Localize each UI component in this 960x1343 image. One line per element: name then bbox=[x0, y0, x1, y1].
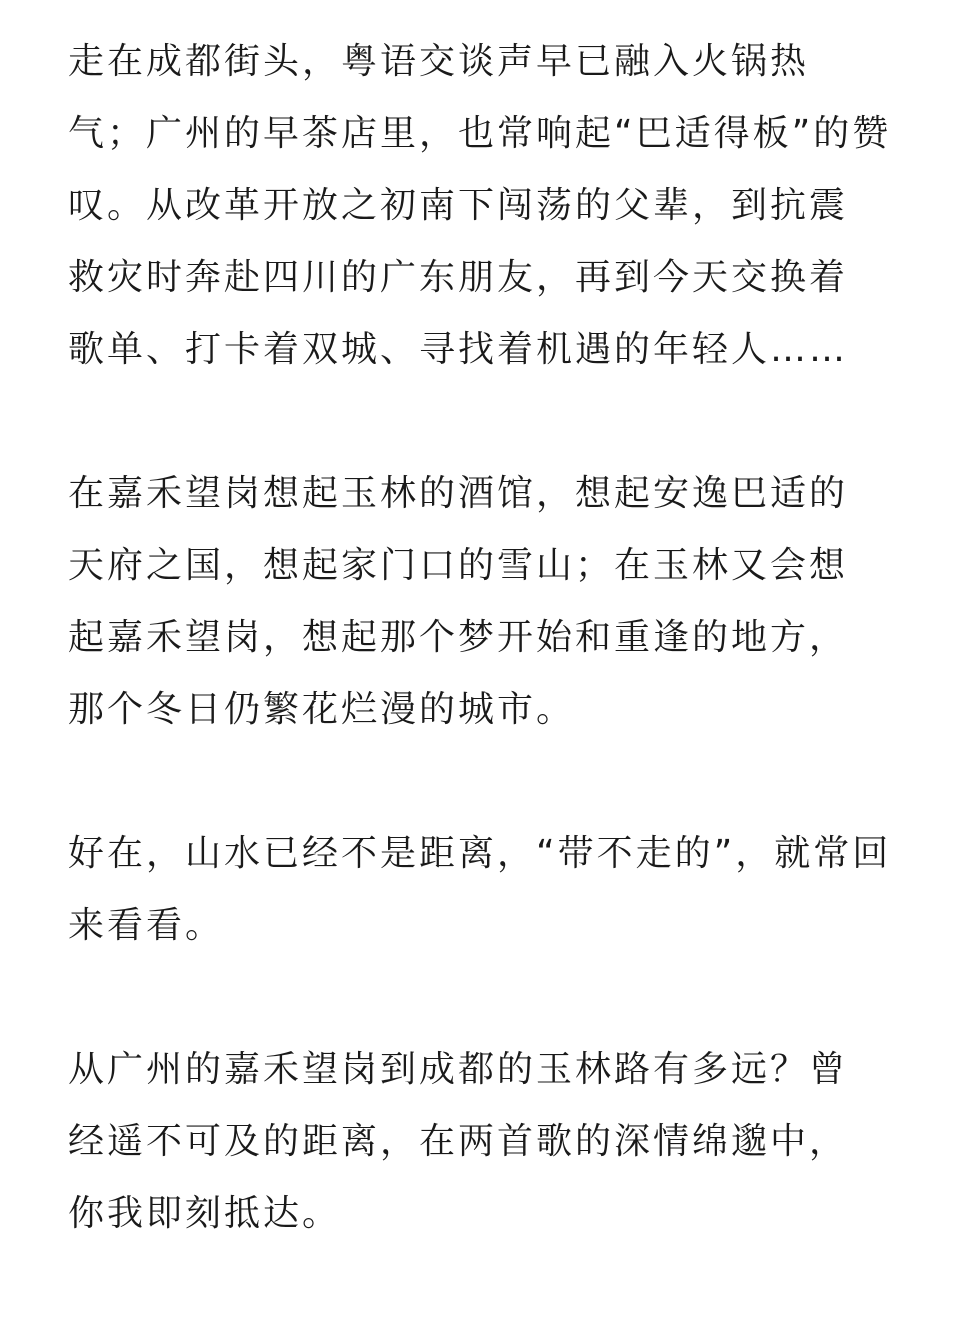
paragraph-spacer bbox=[68, 386, 898, 458]
article-body bbox=[68, 26, 898, 1250]
paragraph-2 bbox=[68, 458, 898, 746]
paragraph-line: 在嘉禾望岗想起玉林的酒馆，想起安逸巴适的 bbox=[68, 473, 849, 514]
paragraph-3 bbox=[68, 818, 898, 962]
paragraph-line: 起嘉禾望岗，想起那个梦开始和重逢的地方， bbox=[68, 617, 849, 658]
paragraph-line: 你我即刻抵达。 bbox=[68, 1193, 342, 1234]
paragraph-line: 来看看。 bbox=[68, 905, 225, 946]
paragraph-line: 经遥不可及的距离，在两首歌的深情绵邈中， bbox=[68, 1121, 849, 1162]
paragraph-line: 那个冬日仍繁花烂漫的城市。 bbox=[68, 689, 576, 730]
paragraph-line: 走在成都街头，粤语交谈声早已融入火锅热 bbox=[68, 41, 810, 82]
paragraph-line: 歌单、打卡着双城、寻找着机遇的年轻人…… bbox=[68, 329, 849, 370]
paragraph-line: 好在，山水已经不是距离，“带不走的”，就常回 bbox=[68, 833, 892, 874]
paragraph-spacer bbox=[68, 746, 898, 818]
paragraph-1 bbox=[68, 26, 898, 386]
paragraph-line: 救灾时奔赴四川的广东朋友，再到今天交换着 bbox=[68, 257, 849, 298]
paragraph-line: 天府之国，想起家门口的雪山；在玉林又会想 bbox=[68, 545, 849, 586]
paragraph-spacer bbox=[68, 962, 898, 1034]
paragraph-line: 从广州的嘉禾望岗到成都的玉林路有多远？曾 bbox=[68, 1049, 849, 1090]
paragraph-4 bbox=[68, 1034, 898, 1250]
paragraph-line: 叹。从改革开放之初南下闯荡的父辈，到抗震 bbox=[68, 185, 849, 226]
paragraph-line: 气；广州的早茶店里，也常响起“巴适得板”的赞 bbox=[68, 113, 892, 154]
